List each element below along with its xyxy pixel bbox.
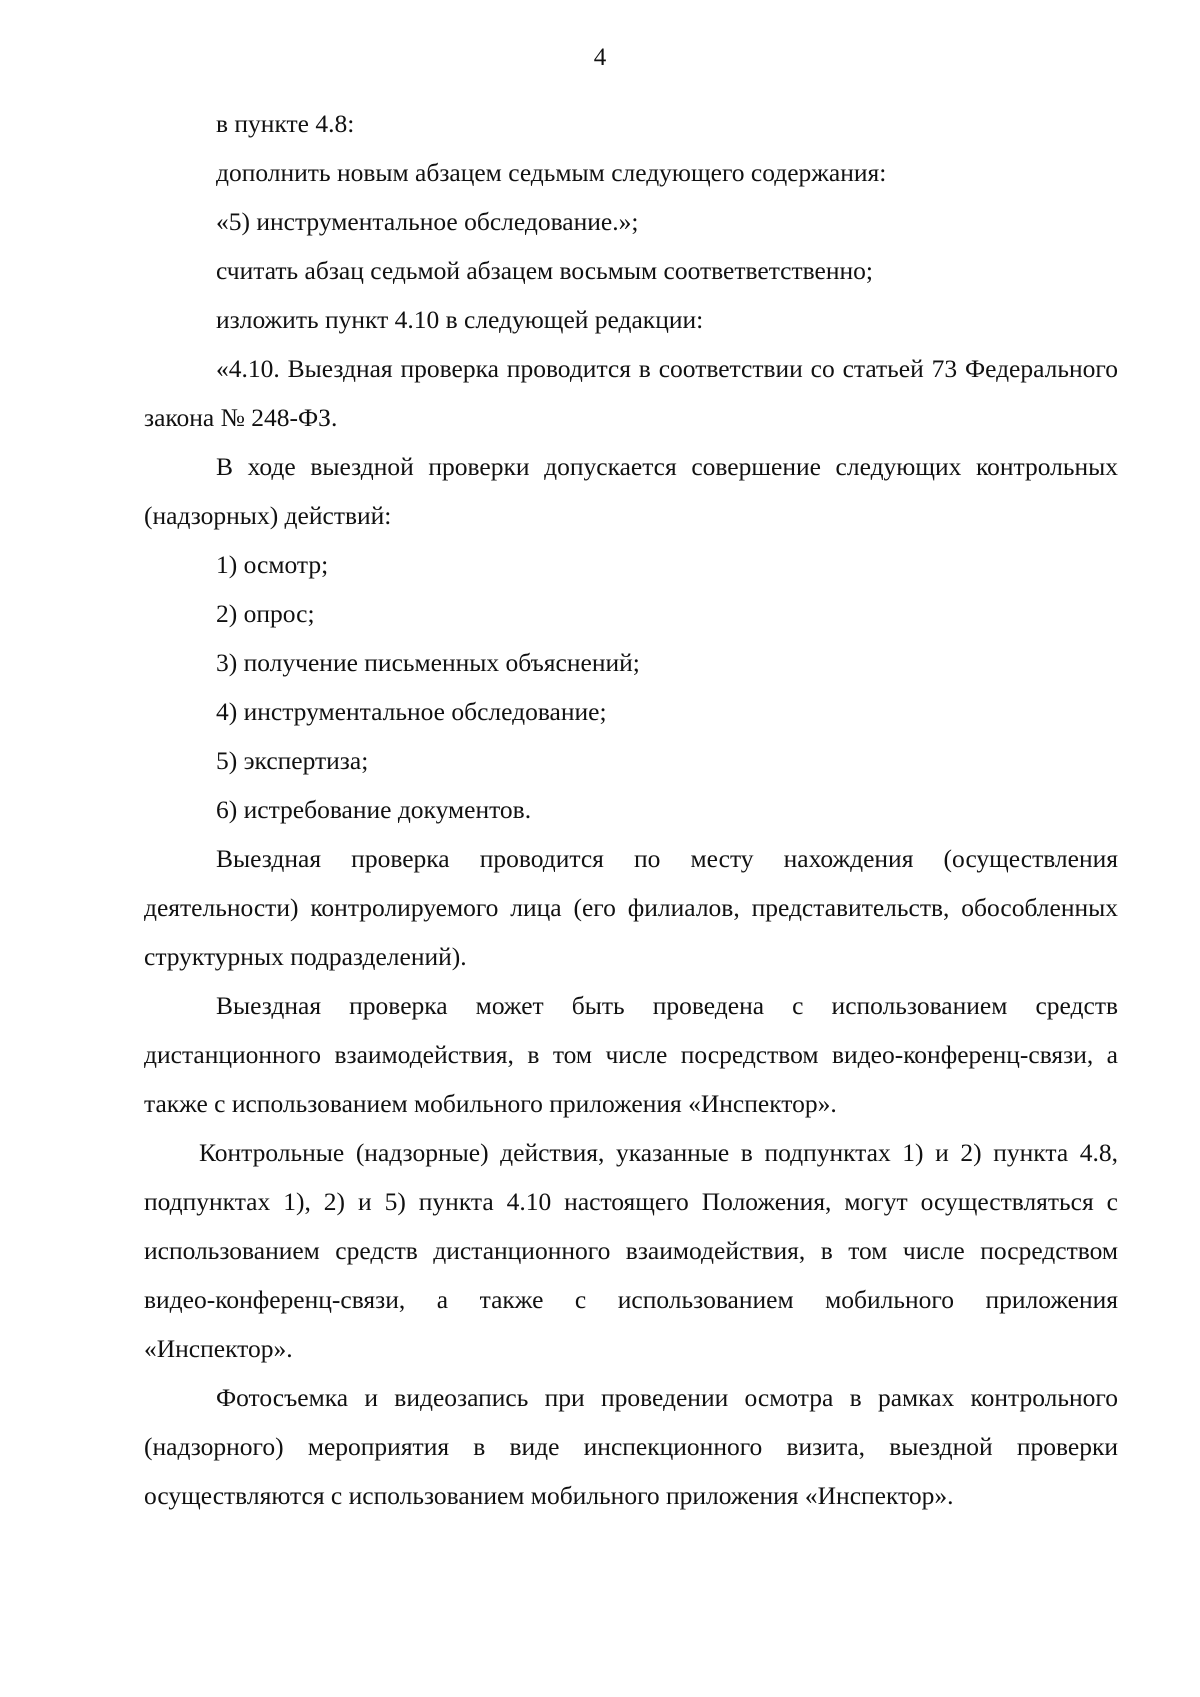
list-item-document-request: 6) истребование документов. [216,795,532,824]
paragraph-remote-actions: Контрольные (надзорные) действия, указанные в подпунктах 1) и 2) пункта 4.8, подпунктах 1), 2) и 5) пункта 4.10 настоящего Положения, могут осуществляться с использованием средств дистанционного взаимодействия, в том числе посредством видео-конференц-связи, а также с использованием мобильного приложения «Инспектор». [144,1138,1118,1363]
paragraph-new-item-5: «5) инструментальное обследование.»; [216,207,639,236]
paragraph-remote-interaction: Выездная проверка может быть проведена с использованием средств дистанционного взаимодействия, в том числе посредством видео-конференц-связи, а также с использованием мобильного приложения «Инспектор». [144,991,1118,1118]
page-number: 4 [593,44,607,71]
paragraph-amend-4-8: в пункте 4.8: [216,109,355,138]
list-item-expertise: 5) экспертиза; [216,746,369,775]
paragraph-actions-intro: В ходе выездной проверки допускается совершение следующих контрольных (надзорных) действий: [144,452,1118,530]
paragraph-4-10: «4.10. Выездная проверка проводится в соответствии со статьей 73 Федерального закона № 248-ФЗ. [144,354,1118,432]
list-item-instrumental-examination: 4) инструментальное обследование; [216,697,607,726]
paragraph-restate-4-10: изложить пункт 4.10 в следующей редакции: [216,305,704,334]
paragraph-renumber: считать абзац седьмой абзацем восьмым соответветственно; [216,256,873,285]
list-item-inspection: 1) осмотр; [216,550,329,579]
list-item-survey: 2) опрос; [216,599,315,628]
document-body [144,99,1118,1520]
paragraph-add-seventh: дополнить новым абзацем седьмым следующего содержания: [216,158,887,187]
list-item-written-explanations: 3) получение письменных объяснений; [216,648,640,677]
paragraph-photo-video: Фотосъемка и видеозапись при проведении осмотра в рамках контрольного (надзорного) мероприятия в виде инспекционного визита, выездной проверки осуществляются с использованием мобильного приложения «Инспектор». [144,1383,1118,1510]
paragraph-location: Выездная проверка проводится по месту нахождения (осуществления деятельности) контролируемого лица (его филиалов, представительств, обособленных структурных подразделений). [144,844,1118,971]
